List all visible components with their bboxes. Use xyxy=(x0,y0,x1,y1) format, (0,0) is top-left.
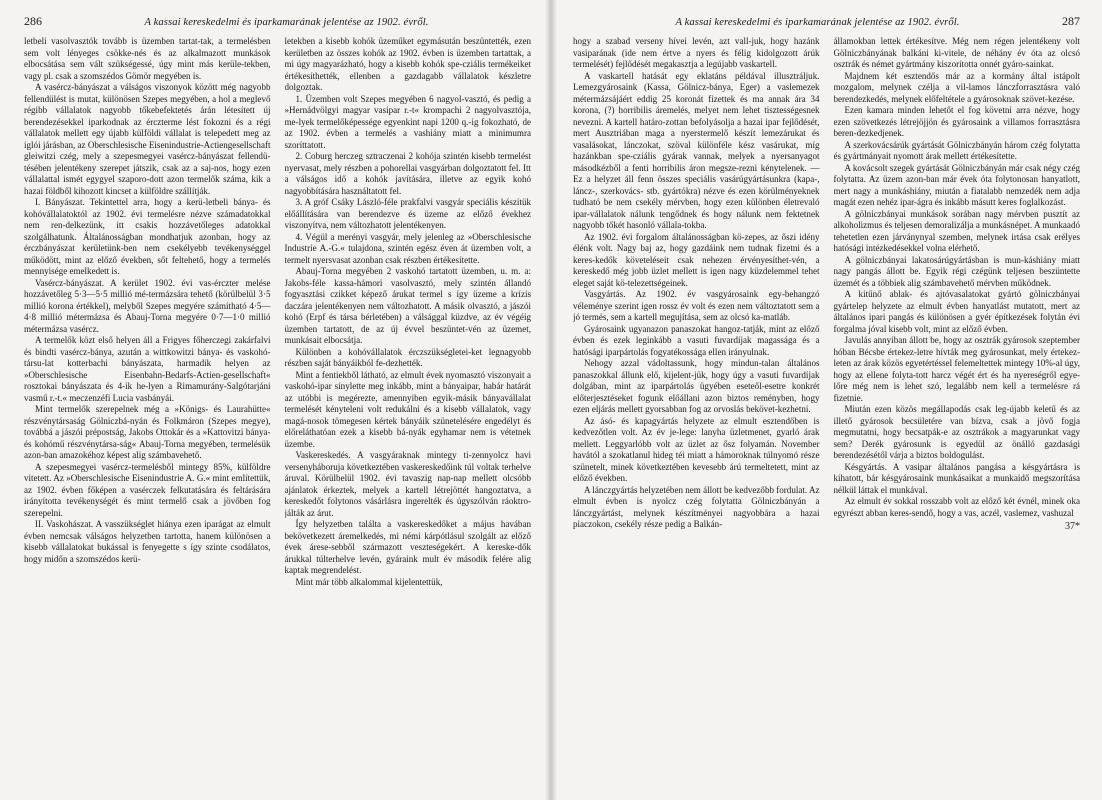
paragraph: Az 1902. évi forgalom általánosságban kö-zepes, az őszi idény élénk volt. Nagy baj az, hogy gazdáink nem tudnak fizetni és a keres-kedők követeléseit csak nehezen érvényesíthet-vén, a kereskedő még jobb üzlet mellett is igen nagy küzdelemmel tehet eleget saját kö-telezettségeinek. xyxy=(573,231,820,288)
paragraph: Nehogy azzal vádoltassunk, hogy mindun-talan általános panaszokkal állunk elő, kijelent-jük, hogy úgy a vasuti fuvardíjak dolgában, mint az iparpártolás ügyében eseteől-esetre konkrét előterjesztéseket fogunk előállani azon biztos reményben, hogy ezen eljárás mellett gyorsabban fog az orvoslás bekövet-kezhetni. xyxy=(573,358,820,414)
right-column-2 xyxy=(834,36,1081,796)
paragraph: 2. Coburg herczeg sztraczenai 2 kohója szintén kisebb termelést nyervasat, mely részben a pohorellai vasgyárban dolgoztatott fel. Itt a válságos idő a kohók javítására, illetve az egyik kohó nagyobbítására használtatott fel. xyxy=(284,151,531,196)
right-column-1 xyxy=(573,36,820,796)
right-page xyxy=(551,0,1102,800)
paragraph: Javulás annyiban állott be, hogy az osztrák gyárosok szeptember hóban Bécsbe értekez-letre hívták meg gyárosunkat, mely értekez-leten az árak közös egyetértéssel felemeltettek mintegy 10%-al úgy, hogy az ellene folyta-tott harcz végét ért és ha nyereségről egye-lőre még nem is lehet szó, legalább nem kell a termelésre rá fizetnie. xyxy=(833,335,1080,403)
left-column-2 xyxy=(285,36,532,796)
paragraph: Az ásó- és kapagyártás helyzete az elmult esztendőben is kedvezőtlen volt. Az év je-lege: lanyha üzletmenet, gyarló árak mellett. Leggyarlóbb volt az üzlet az ősz folyamán. November havától a szokatlanul hideg téi miatt a hámoroknak túlnyomó része szünetelt, minek következtében kevesebb árú termeltetett, mint az előző években. xyxy=(573,415,820,483)
paragraph: A lánczgyártás helyzetében nem állott be kedvezőbb fordulat. Az elmult évben is nyolcz czég folytatta Gölniczbányán a lánczgyártást, melynek készítményei nagyobbára a hazai piaczokon, csekély része pedig a Balkán- xyxy=(573,484,820,529)
left-running-title: A kassai kereskedelmi és iparkamarának jelentése az 1902. évről. xyxy=(144,17,429,28)
paragraph: Így helyzetben találta a vaskereskedőket a május havában bekövetkezett áremelkedés, mi némi kárpótlásul szolgált az előző évek árese-sebből származott veszteségekért. A kereske-dők árukkal túlterhelve levén, gyáraink mult év második felére alig kaptak megrendelést. xyxy=(284,519,531,575)
paragraph: A szerkovácsárúk gyártását Gölniczbányán három czég folytatta és gyártmányait nyomott árak mellett értékesítette. xyxy=(833,139,1080,161)
left-running-head xyxy=(24,14,531,36)
paragraph: 3. A gróf Csáky László-féle prakfalvi vasgyár speciális készítük előállítására van berendezve és üzeme az előző évekhez viszonyítva, nem változhatott jelentékenyen. xyxy=(284,197,531,230)
paragraph: A termelők közt első helyen áll a Frigyes főherczegi zakárfalvi és bindti vasércz-bánya, azután a wittkowitzi bánya- és vaskohó-társu-lat kotterbachi bányászata, harmadik helyen az »Oberschlesische Eisenbahn-Bedarfs-Actien-gesellschaft« rosztokai bányászata és 4-ik he-lyen a Rimamurány-Salgótarjáni vasmű r.-t.« meczenzéfi Lucia vasbányái. xyxy=(24,335,271,403)
paragraph: hogy a szabad verseny hívei levén, azt vall-juk, hogy hazánk vasiparának (ide nem értve a nyers és félig kidolgozott árúk termelését) fejlődését megakasztja a legújabb vaskartell. xyxy=(573,36,820,69)
book-gutter xyxy=(545,0,557,800)
paragraph: A szepesmegyei vasércz-termelésből mintegy 85%, külföldre vitetett. Az »Oberschlesische Eisenindustrie A. G.« mint említettük, az 1902. évben főképen a vasérczek felkutatására és feltárására irányította tevékenységét és mint termelő csak a jövőben fog szerepelni. xyxy=(24,461,271,518)
paragraph: A kovácsolt szegek gyártását Gölniczbányán már csak négy czég folytatta. Az üzem azon-ban már évek óta folytonosan hanyatlott, mert nagy a munkáshiány, miután a fiatalabb nemzedék nem adja magát ezen nehéz ipar-ágra és inkább másutt keres foglalkozást. xyxy=(833,162,1080,207)
paragraph: Különben a kohóvállalatok érczszükségletei-ket legnagyobb részben saját bányáikból fe-dezhették. xyxy=(284,346,531,368)
paragraph: Az elmult év sokkal rosszabb volt az előző két évnél, minek oka egyrészt abban keres-sendő, hogy a vas, aczél, vaslemez, vashuzal xyxy=(833,496,1080,518)
paragraph: Mint termelők szerepelnek még a »Königs- és Laurahütte« részvénytársaság Gölniczbá-nyán és Folkmáron (Szepes megye), továbbá a jászói prépostság, Jakobs Ottokár és a »Kattovitzi bánya- és kohómű részvénytársa-ság« Abauj-Torna megyében, termelésük azon-ban amazokéhoz képest alig számbavehető. xyxy=(24,404,271,460)
paragraph: letbeli vasolvasztók tovább is üzemben tartat-tak, a termelésben sem volt lényeges csökke-nés és az alkalmazott munkások elbocsátása sem vált szükségessé, úgy mint más kerüle-tekben, vagy pl. csak a szomszédos Gömör megyében is. xyxy=(24,36,271,81)
paragraph: A vaskartell hatását egy eklatáns példával illusztráljuk. Lemezgyárosaink (Kassa, Gölnicz-bánya, Eger) a vaslemezek métermázsájáért eddig 25 koronát fizettek és ma annak ára 34 korona, (?) horribilis áremelés, melyet nem lehet tisztességesnek nevezni. A kartell határo-zottan befolyásolja a hazai ipar fejlődését, mert Ausztriában maga a nyerstermelő készít lemezárukat és vasalásokat, lánczokat, szöval különféle kész vasárukat, míg hazánkban spe-cziális gyárak vannak, melyek a nyersanyagot másodkézből a fenti horribilis áron megsze-rezni kénytelenek. — Ez a helyzet áll fenn összes speciális vasárúgyártásunkra (kapa-, láncz-, szerkovács- stb. gyártókra) nézve és ezen körülményeknek tudható be nem csekély mérvben, hogy ezen különben életrevaló ipar-vállalatok nálunk tengődnek és hogy nálunk nem fektetnek nagyobb tőkét hasonló vállala-tokba. xyxy=(573,70,820,230)
paragraph: Mint már több alkalommal kijelentettük, xyxy=(295,576,443,587)
paragraph: Vaskereskedés. A vasgyáraknak mintegy ti-zennyolcz havi versenyháboruja következtében vaskereskedőink túl voltak terhelve áruval. Körülbelül 1902. évi tavaszig nap-nap mellett olcsóbb ajánlatok érkeztek, melyek a kartell létrejöttét hangoztatva, a kereskedőt folytonos vásárlásra ingerelték és úgyszólván ráoktro-jálták az árut. xyxy=(284,450,531,518)
right-running-title: A kassai kereskedelmi és iparkamarának jelentése az 1902. évről. xyxy=(675,17,960,28)
paragraph: I. Bányászat. Tekintettel arra, hogy a kerü-letbeli bánya- és kohóvállalatoktól az 1902. évi termelésre nézve számadatokkal nem ren-delkezünk, itt csakis hozzávetőleges adatokkal szolgálhatunk. Általánosságban mondhatjuk azonban, hogy az érczbányászat kerületünk-ben nem csekélyebb tevékenységgel működött, mint az előző években, sőt feltehető, hogy a termelés mennyisége emelkedett is. xyxy=(24,197,271,276)
signature-mark: 37* xyxy=(1065,521,1080,532)
paragraph: II. Vaskohászat. A vasszükséglet hiánya ezen iparágat az elmult évben nemcsak válságos helyzetben tartotta, hanem különösen a kisebb vállalatokat bukással is fenyegette s így szinte csodálatos, hogy midőn a szomszédos kerü- xyxy=(24,519,271,564)
paragraph: A gölniczbányai lakatosárúgyártásban is mun-káshiány miatt nagy pangás állott be. Egyik régi czégünk teljesen beszüntette üzemét és a többiek alig számbavehető mérvben működnek. xyxy=(833,254,1080,288)
paragraph: letekben a kisebb kohók üzeműket egymásután beszüntették, ezen kerületben az összes kohók az 1902. évben is üzemben tartattak, a mi úgy magyarázható, hogy a kisebb kohók spe-cziális termékeiket értékesíthették, ellenben a gazdagabb vállalatok készletre dolgoztak. xyxy=(284,36,531,92)
paragraph: Vasgyártás. Az 1902. év vasgyárosaink egy-behangzó véleménye szerint igen rossz év volt és ezen nem változtatott sem a jó termés, sem a kartell megujítása, sem az olcsó ka-matláb. xyxy=(573,289,820,322)
paragraph: Gyárosaink ugyanazon panaszokat hangoz-tatják, mint az előző évben és ezek leginkább a vasuti fuvardíjak magassága és a hatósági iparpártolás fogyatékossága ellen irányulnak. xyxy=(573,323,820,357)
left-page-number: 286 xyxy=(24,14,42,28)
left-column-1 xyxy=(24,36,271,796)
paragraph: Miután ezen közös megállapodás csak leg-újabb keletű és az illető gyárosok becsületére van bízva, csak a jövő fogja megmutatni, hogy becsatpák-e az osztrákok a magyarunkat vagy sem? Derék gyárosunk is egyedül az önálló gazdasági berendezésétől várja a biztos boldogulást. xyxy=(833,404,1080,460)
paragraph: 1. Üzemben volt Szepes megyében 6 nagyol-vasztó, és pedig a »Hernádvölgyi magyar vasipar r.-t« krompachi 2 nagyolvasztója, me-lyek termelőképessége egyenkint napi 1200 q.-ig fokozható, de az 1902. évben a termelés a vashiány miatt a minimumra szoríttatott. xyxy=(284,93,531,150)
paragraph: Késgyártás. A vasipar általános pangása a késgyártásra is kihatott, bár késgyárosaink munkásaikat a munkaidő megszorítása nélkül láttak el munkával. xyxy=(833,461,1080,495)
paragraph: Abauj-Torna megyében 2 vaskohó tartatott üzemben, u. m. a: Jakobs-féle kassa-hámori vasolvasztó, mely szintén állandó fogyasztási czikket képező árukat termel s így üzeme a krízis daczára jelentékenyen nem változhatott. A másik olvasztó, a jászói kohó (Erpf és társa bérletében) a válsággal küzdve, az év végéig üzemben tartatott, de az új évvel beszüntet-vén az üzemet, munkásait elbocsátja. xyxy=(284,266,531,345)
right-page-number: 287 xyxy=(1062,14,1080,28)
paragraph: A gölniczbányai munkások sorában nagy mérvben pusztít az alkoholizmus és teljesen demoralizálja a munkásnépet. A munkaadó tehetetlen ezen járványnyal szemben, melynek irtása csak erélyes hatósági intézkedésekkel volna elérhető. xyxy=(833,208,1080,253)
paragraph: államokban lettek értékesítve. Még nem régen jelentékeny volt Gölniczbányának balkáni ki-vitele, de néhány év óta az olcsó osztrák és német gyártmány kiszorította onnét gyáro-sainkat. xyxy=(833,36,1080,69)
paragraph: Mint a fentiekből látható, az elmult évek nyomasztó viszonyait a vaskohó-ipar sínylette meg inkább, mint a bányaipar, habár határát az utóbbi is megérezte, amennyiben egyik-másik bányavállalat termelését kényteleni volt redukálni és a kisebb vállalatok, vagy magá-nosok tömegesen kértek bányáik szünetelésére engedélyt és előreláthatóan ezek a kisebb bá-nyák egyhamar nem is vétetnek üzembe. xyxy=(284,369,531,449)
paragraph: Vasércz-bányászat. A kerület 1902. évi vas-érczter melése hozzávetőleg 5·3—5·5 millió mé-termázsára tehető (körülbelül 3·5 millió korona értékkel), melyből Szepes megyére számítható 4·5—4·8 millió métermázsa és Abauj-Torna megyére 0·7—1·0 millió métermázsa vasércz. xyxy=(24,277,271,334)
paragraph: Majdnem két esztendős már az a kormány által istápolt mozgalom, melynek czélja a vil-lamos lánczforrasztásra való berendezkedés, melynek előfeltétele a gyárosoknak szövet-kezése. xyxy=(833,70,1080,104)
paragraph: 4. Végül a merényi vasgyár, mely jelenleg az »Oberschlesische Industrie A.-G.« tulajdona, szintén egész éven át üzemben volt, a termelt nyersvasat azonban csak részben értékesítette. xyxy=(284,231,531,265)
right-running-head xyxy=(573,14,1080,36)
paragraph: Ezen kamara minden lehetőt el fog követni arra nézve, hogy ezen szövetkezés létrejöjjön és gyárosaink a villamos forrasztásra beren-dezkedjenek. xyxy=(833,105,1080,138)
paragraph: A vasércz-bányászat a válságos viszonyok között még nagyobb fellendülést is mutat, különösen Szepes megyében, a hol a meglevő régibb vállalatok nagyobb tőkebefektetés árán létesített új berendezésekkel iparkodnak az érczterme lést fokozni és a régi vállalatok mellett egy újabb külföldi vállalat is telepedett meg az iglói járásban, az Oberschlesische Eisenindustrie-Actiengesellschaft gleiwitzi czég, mely a szepesmegyei vasércz-bányászat fellendü-tésében jelentékeny szerepet játszik, csak az a saj-nos, hogy ezen vállalattal ismét egygyel szaporo-dott azon termelők száma, kik a hazai földből kihozott kincset a külföldre szállítják. xyxy=(24,82,271,196)
paragraph: A kitűnő ablak- és ajtóvasalatokat gyártó gölniczbányai gyártelep helyzete az elmult évben hanyatlást mutatott, mert az általános ipari pangás és különösen a gyér építkezések folytán évi forgalma jóval kisebb volt, mint az előző évben. xyxy=(833,289,1080,334)
